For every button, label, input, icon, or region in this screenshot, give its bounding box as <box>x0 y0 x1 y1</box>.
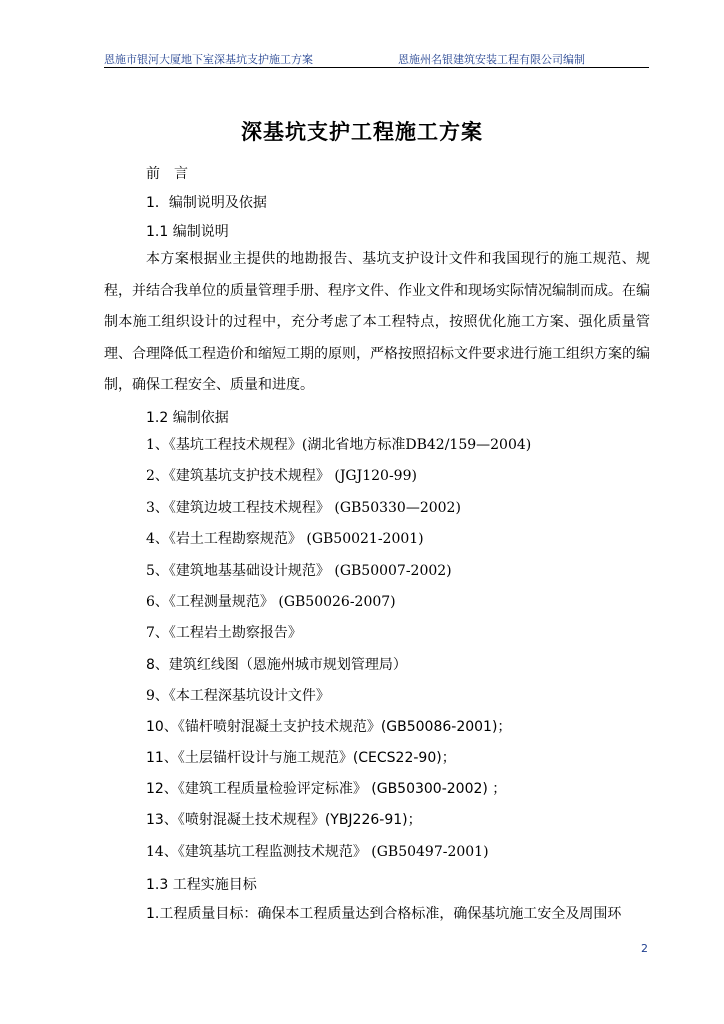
preface-heading: 前 言 <box>146 166 188 182</box>
basis-item-10: 10、《锚杆喷射混凝土支护技术规范》(GB50086-2001)； <box>146 719 512 735</box>
page-number: 2 <box>641 942 648 955</box>
document-title: 深基坑支护工程施工方案 <box>241 120 483 144</box>
basis-item-6: 6、《工程测量规范》 (GB50026-2007) <box>146 594 396 610</box>
basis-item-4: 4、《岩土工程勘察规范》 (GB50021-2001) <box>146 531 424 547</box>
basis-item-9: 9、《本工程深基坑设计文件》 <box>146 688 330 704</box>
quality-goal-text: 1.工程质量目标：确保本工程质量达到合格标准，确保基坑施工安全及周围环 <box>146 906 622 922</box>
basis-item-13: 13、《喷射混凝土技术规程》(YBJ226-91)； <box>146 812 422 828</box>
section-1-2-heading: 1.2 编制依据 <box>146 410 229 426</box>
basis-item-11: 11、《土层锚杆设计与施工规范》(CECS22-90)； <box>146 750 456 766</box>
header-company-name: 恩施州名银建筑安装工程有限公司编制 <box>398 53 585 66</box>
basis-item-7: 7、《工程岩土勘察报告》 <box>146 625 302 641</box>
basis-item-3: 3、《建筑边坡工程技术规程》 (GB50330—2002) <box>146 500 461 516</box>
basis-item-14: 14、《建筑基坑工程监测技术规范》 (GB50497-2001) <box>146 844 489 860</box>
basis-item-12: 12、《建筑工程质量检验评定标准》 (GB50300-2002) ； <box>146 781 507 797</box>
basis-item-8: 8、建筑红线图（恩施州城市规划管理局） <box>146 657 407 673</box>
section-1-heading: 1．编制说明及依据 <box>146 195 267 211</box>
section-1-1-paragraph: 本方案根据业主提供的地勘报告、基坑支护设计文件和我国现行的施工规范、规程，并结合我单位的质量管理手册、程序文件、作业文件和现场实际情况编制而成。在编制本施工组织设计的过程中，充分考虑了本工程特点，按照优化施工方案、强化质量管理、合理降低工程造价和缩短工期的原则，严格按照招标文件要求进行施工组织方案的编制，确保工程安全、质量和进度。 <box>104 251 650 393</box>
header-project-name: 恩施市银河大厦地下室深基坑支护施工方案 <box>104 53 313 66</box>
basis-item-2: 2、《建筑基坑支护技术规程》 (JGJ120-99) <box>146 468 417 484</box>
section-1-3-heading: 1.3 工程实施目标 <box>146 877 257 893</box>
page-header <box>104 51 649 68</box>
basis-item-5: 5、《建筑地基基础设计规范》 (GB50007-2002) <box>146 563 452 579</box>
basis-item-1: 1、《基坑工程技术规程》(湖北省地方标准DB42/159—2004) <box>146 437 532 453</box>
section-1-1-heading: 1.1 编制说明 <box>146 224 229 240</box>
